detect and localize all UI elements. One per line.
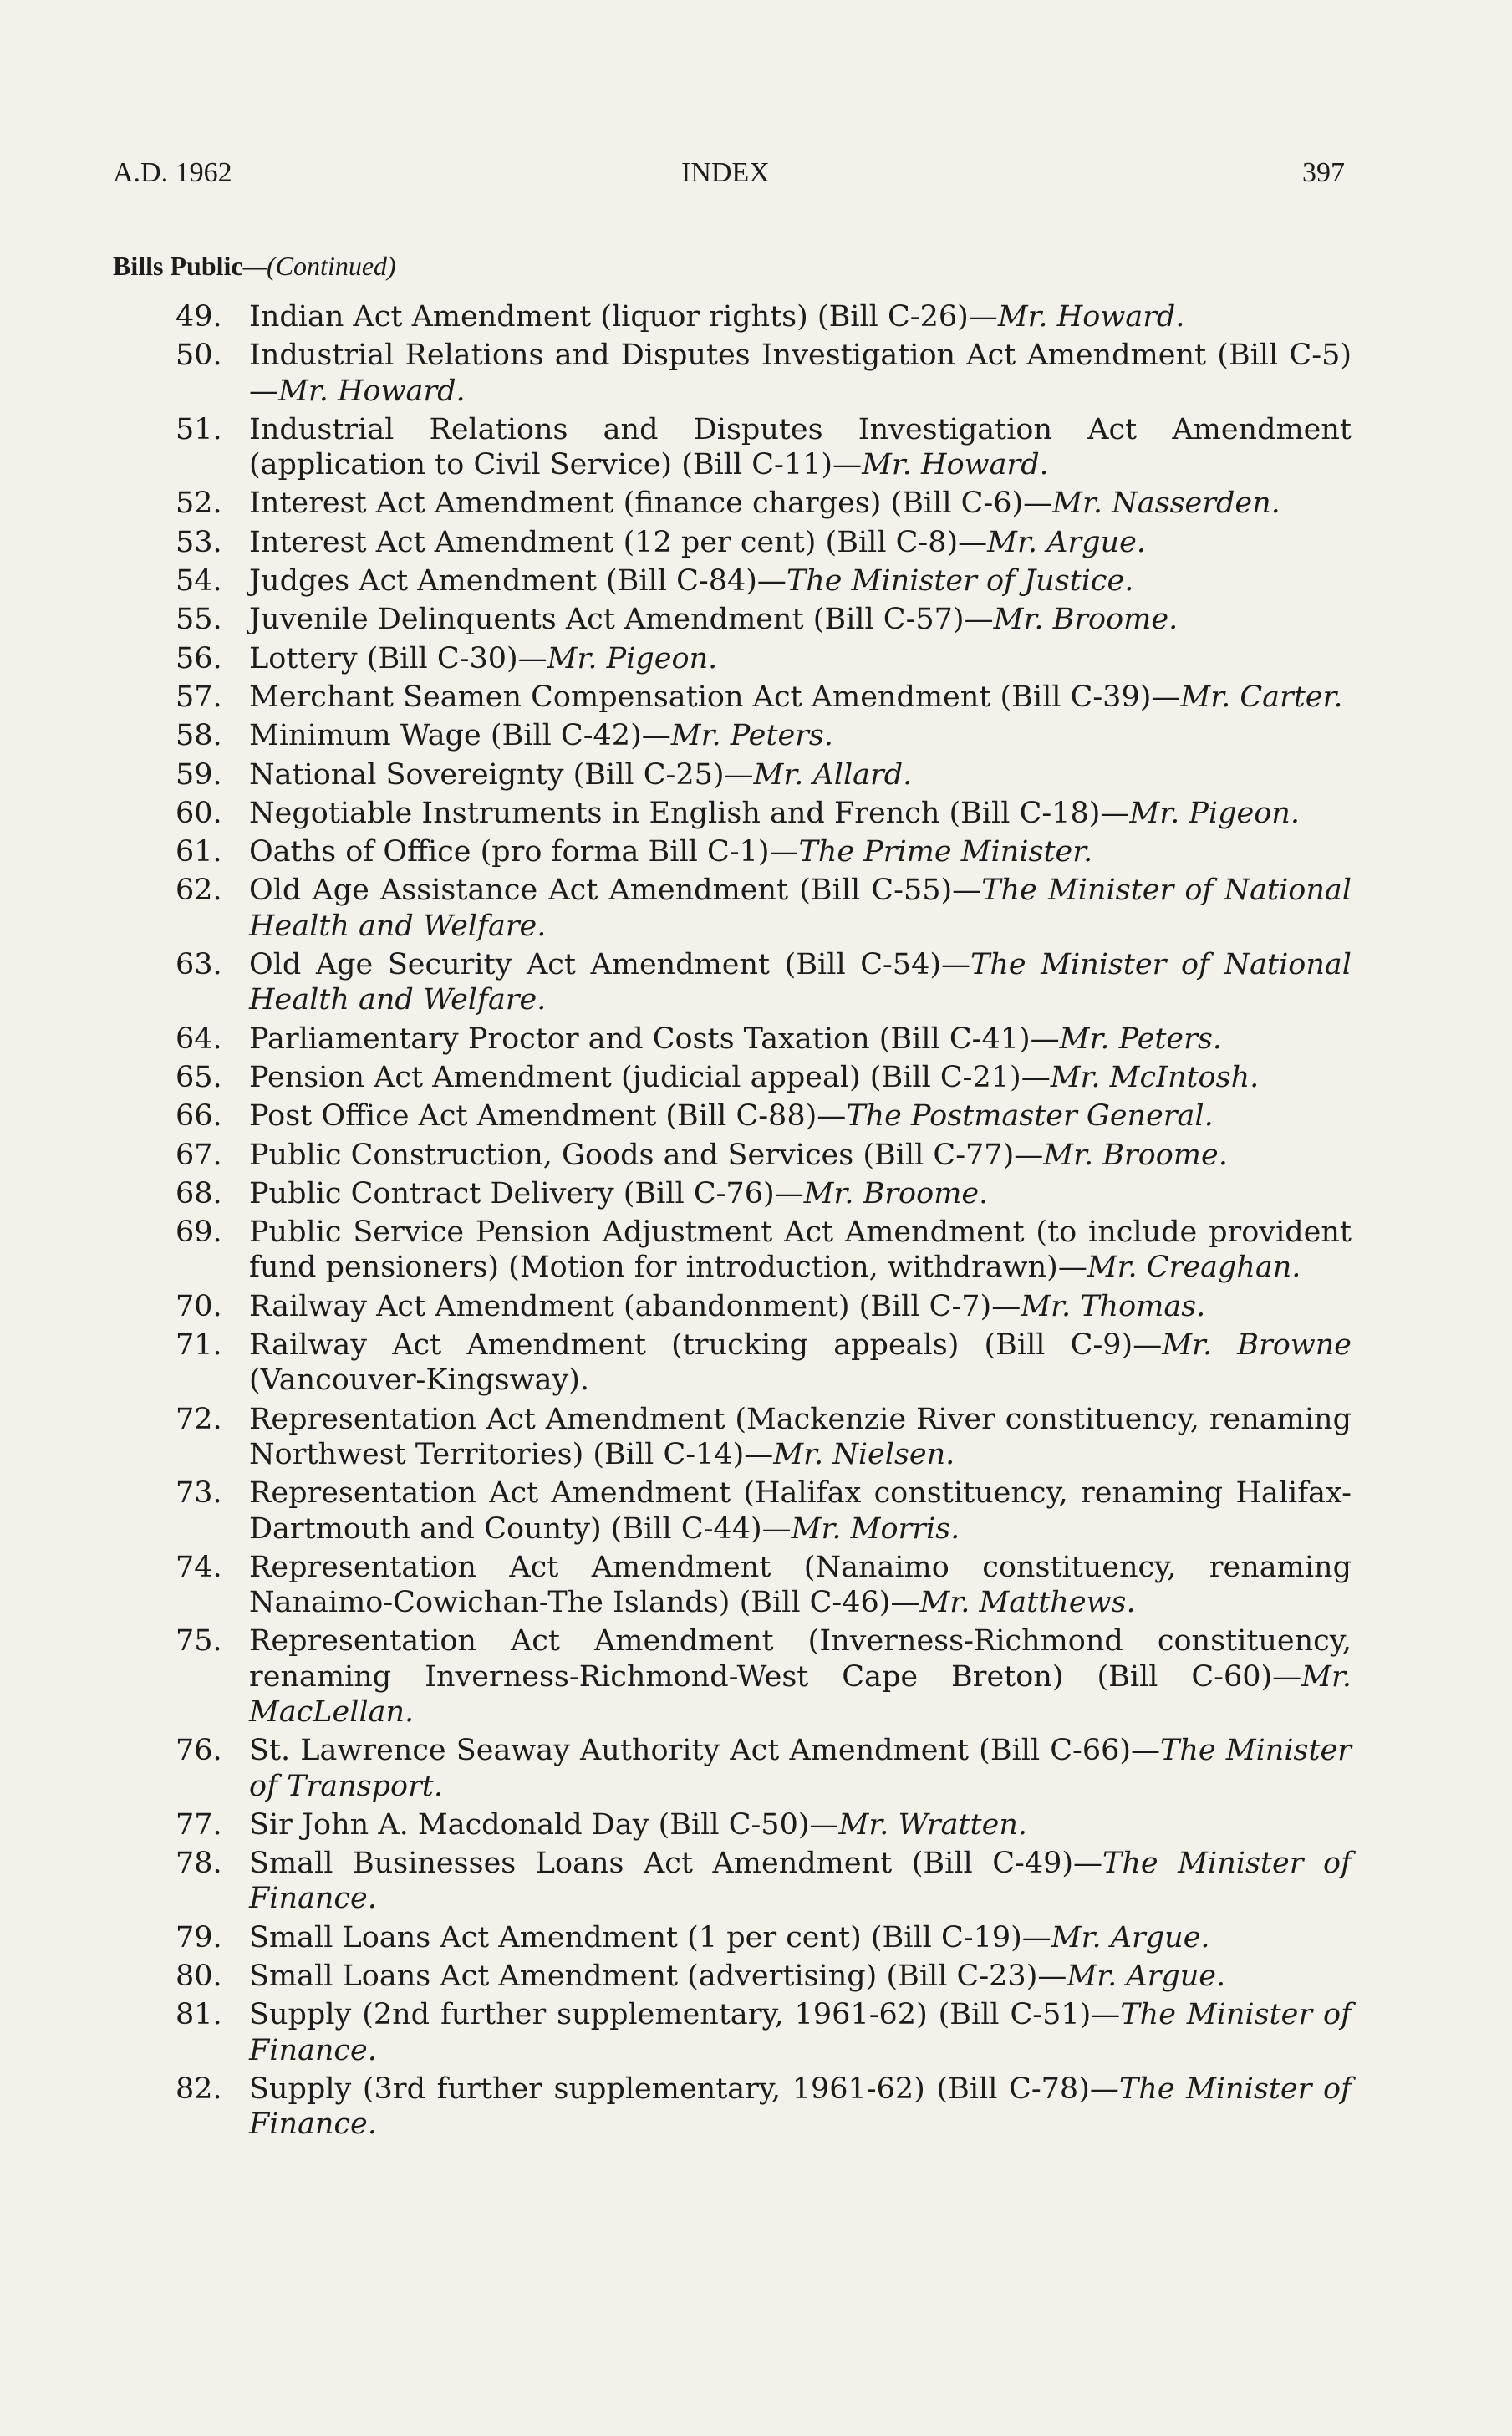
entry-title: Lottery (Bill C-30)— — [249, 641, 547, 675]
index-entry — [176, 1176, 1352, 1211]
entry-title: Minimum Wage (Bill C-42)— — [249, 719, 671, 753]
entry-number: 66. — [176, 1099, 222, 1134]
entry-number: 71. — [176, 1328, 222, 1363]
entry-sponsor: Mr. Pigeon. — [547, 641, 718, 675]
entry-number: 69. — [176, 1215, 222, 1250]
entry-title: Small Loans Act Amendment (advertising) (Bill C-23)— — [249, 1960, 1067, 1994]
entry-number: 78. — [176, 1847, 222, 1881]
index-entry — [176, 1289, 1352, 1324]
entry-number: 57. — [176, 680, 222, 714]
entry-number: 52. — [176, 487, 222, 521]
entry-title: Negotiable Instruments in English and French (Bill C-18)— — [249, 796, 1130, 830]
index-entry — [176, 947, 1352, 1018]
entry-title: Indian Act Amendment (liquor rights) (Bill C-26)— — [249, 300, 998, 334]
entry-number: 50. — [176, 339, 222, 373]
entry-sponsor: The Minister of Justice. — [786, 564, 1134, 599]
entry-number: 73. — [176, 1476, 222, 1511]
entry-sponsor: Mr. Pigeon. — [1129, 796, 1300, 830]
entry-title: Supply (3rd further supplementary, 1961-62) (Bill C-78)— — [249, 2072, 1119, 2106]
entry-sponsor: Mr. Creaghan. — [1087, 1251, 1301, 1285]
entry-number: 65. — [176, 1060, 222, 1094]
entry-sponsor: Mr. Matthews. — [919, 1586, 1136, 1620]
entry-sponsor: Mr. Broome. — [803, 1176, 989, 1210]
entry-sponsor: Mr. Carter. — [1180, 680, 1343, 714]
section-title: Bills Public — [113, 251, 243, 281]
entry-sponsor: Mr. Wratten. — [838, 1807, 1027, 1842]
entry-sponsor: Mr. Nasserden. — [1052, 487, 1280, 521]
entry-sponsor: The Prime Minister. — [798, 835, 1093, 869]
entry-number: 76. — [176, 1734, 222, 1768]
index-entry — [176, 1138, 1352, 1173]
entry-number: 82. — [176, 2072, 222, 2106]
index-entry — [176, 1328, 1352, 1399]
index-entry — [176, 1060, 1352, 1095]
entry-list — [176, 299, 1352, 2146]
entry-sponsor: Mr. Morris. — [791, 1511, 960, 1546]
entry-number: 70. — [176, 1289, 222, 1323]
entry-sponsor: The Minister of National Health and Welfare. — [249, 874, 1352, 943]
index-entry — [176, 338, 1352, 409]
entry-number: 51. — [176, 412, 222, 446]
entry-sponsor: Mr. Broome. — [993, 603, 1179, 637]
entry-sponsor: The Minister of Finance. — [249, 1998, 1352, 2067]
entry-title: Public Service Pension Adjustment Act Amendment (to include provident fund pensioners) (Motion for introduction, withdrawn)— — [249, 1215, 1352, 1285]
index-entry — [176, 602, 1352, 637]
entry-number: 55. — [176, 603, 222, 637]
index-entry — [176, 834, 1352, 869]
entry-title: Old Age Security Act Amendment (Bill C-54)— — [249, 948, 970, 982]
entry-number: 81. — [176, 1998, 222, 2032]
index-entry — [176, 873, 1352, 944]
entry-number: 49. — [176, 300, 222, 334]
index-entry — [176, 1623, 1352, 1730]
entry-title: Sir John A. Macdonald Day (Bill C-50)— — [249, 1807, 839, 1842]
entry-number: 61. — [176, 835, 222, 869]
entry-suffix: (Vancouver-Kingsway). — [249, 1363, 590, 1398]
entry-number: 62. — [176, 874, 222, 908]
entry-sponsor: Mr. Peters. — [670, 719, 833, 753]
entry-title: Old Age Assistance Act Amendment (Bill C-55)— — [249, 874, 982, 908]
entry-sponsor: The Minister of Finance. — [249, 2072, 1352, 2142]
entry-title: Supply (2nd further supplementary, 1961-62) (Bill C-51)— — [249, 1998, 1121, 2032]
index-entry — [176, 1920, 1352, 1955]
index-entry — [176, 1997, 1352, 2068]
index-entry — [176, 1959, 1352, 1994]
index-entry — [176, 1475, 1352, 1547]
entry-sponsor: The Minister of National Health and Welfare. — [249, 948, 1352, 1017]
entry-title: Railway Act Amendment (abandonment) (Bill C-7)— — [249, 1289, 1021, 1323]
entry-title: Small Businesses Loans Act Amendment (Bill C-49)— — [249, 1847, 1103, 1881]
entry-number: 80. — [176, 1960, 222, 1994]
entry-title: Merchant Seamen Compensation Act Amendment (Bill C-39)— — [249, 680, 1181, 714]
entry-title: Oaths of Office (pro forma Bill C-1)— — [249, 835, 799, 869]
index-entry — [176, 1215, 1352, 1286]
index-entry — [176, 1402, 1352, 1473]
entry-sponsor: Mr. Browne — [1162, 1328, 1352, 1363]
entry-sponsor: Mr. Allard. — [753, 757, 913, 792]
entry-title: Industrial Relations and Disputes Investigation Act Amendment (application to Civil Service) (Bill C-11)— — [249, 412, 1352, 482]
section-continued: —(Continued) — [242, 251, 396, 281]
entry-sponsor: Mr. MacLellan. — [249, 1659, 1352, 1729]
index-entry — [176, 1807, 1352, 1842]
entry-number: 74. — [176, 1550, 222, 1584]
entry-title: Railway Act Amendment (trucking appeals) (Bill C-9)— — [249, 1328, 1163, 1363]
entry-number: 79. — [176, 1920, 222, 1954]
entry-number: 60. — [176, 796, 222, 830]
entry-title: Public Construction, Goods and Services (Bill C-77)— — [249, 1138, 1044, 1172]
index-entry — [176, 525, 1352, 560]
index-entry — [176, 718, 1352, 753]
entry-sponsor: Mr. Argue. — [987, 525, 1146, 559]
entry-title: Industrial Relations and Disputes Investigation Act Amendment (Bill C-5)— — [249, 339, 1352, 408]
entry-sponsor: Mr. Broome. — [1043, 1138, 1228, 1172]
entry-title: Representation Act Amendment (Mackenzie River constituency, renaming Northwest Territories) (Bill C-14)— — [249, 1402, 1352, 1471]
entry-number: 64. — [176, 1022, 222, 1056]
entry-number: 58. — [176, 719, 222, 753]
entry-sponsor: Mr. Howard. — [862, 448, 1049, 482]
entry-sponsor: Mr. Peters. — [1059, 1022, 1222, 1056]
index-entry — [176, 1550, 1352, 1621]
index-entry — [176, 757, 1352, 792]
entry-number: 53. — [176, 525, 222, 559]
entry-sponsor: Mr. Howard. — [278, 374, 466, 408]
index-entry — [176, 1846, 1352, 1917]
entry-title: Parliamentary Proctor and Costs Taxation (Bill C-41)— — [249, 1022, 1060, 1056]
entry-sponsor: Mr. Howard. — [997, 300, 1185, 334]
entry-title: Juvenile Delinquents Act Amendment (Bill C-57)— — [249, 603, 994, 637]
index-entry — [176, 299, 1352, 334]
entry-sponsor: Mr. Argue. — [1051, 1920, 1210, 1954]
entry-number: 59. — [176, 757, 222, 792]
entry-number: 63. — [176, 948, 222, 982]
entry-title: Representation Act Amendment (Inverness-Richmond constituency, renaming Inverness-Richmond-West Cape Breton) (Bill C-60)— — [249, 1624, 1352, 1694]
index-entry — [176, 796, 1352, 831]
entry-number: 56. — [176, 641, 222, 675]
index-entry — [176, 1098, 1352, 1134]
index-entry — [176, 1022, 1352, 1057]
entry-sponsor: Mr. McIntosh. — [1050, 1060, 1260, 1094]
entry-number: 68. — [176, 1176, 222, 1210]
entry-title: Representation Act Amendment (Nanaimo constituency, renaming Nanaimo-Cowichan-The Islands) (Bill C-46)— — [249, 1550, 1352, 1620]
index-entry — [176, 486, 1352, 521]
index-entry — [176, 412, 1352, 483]
entry-title: Judges Act Amendment (Bill C-84)— — [249, 564, 787, 599]
entry-number: 67. — [176, 1138, 222, 1172]
entry-sponsor: The Minister of Transport. — [249, 1734, 1352, 1803]
entry-title: Small Loans Act Amendment (1 per cent) (Bill C-19)— — [249, 1920, 1051, 1954]
entry-sponsor: The Postmaster General. — [846, 1099, 1214, 1134]
entry-title: Interest Act Amendment (finance charges) (Bill C-6)— — [249, 487, 1053, 521]
index-entry — [176, 641, 1352, 676]
page-number: 397 — [1302, 157, 1345, 188]
index-entry — [176, 680, 1352, 715]
entry-sponsor: Mr. Argue. — [1067, 1960, 1226, 1994]
entry-sponsor: The Minister of Finance. — [249, 1847, 1352, 1916]
index-entry — [176, 2072, 1352, 2143]
entry-title: Public Contract Delivery (Bill C-76)— — [249, 1176, 804, 1210]
index-entry — [176, 1733, 1352, 1804]
entry-title: Pension Act Amendment (judicial appeal) (Bill C-21)— — [249, 1060, 1051, 1094]
section-heading — [113, 251, 396, 282]
entry-title: National Sovereignty (Bill C-25)— — [249, 757, 754, 792]
header-year: A.D. 1962 — [113, 157, 232, 188]
entry-title: St. Lawrence Seaway Authority Act Amendment (Bill C-66)— — [249, 1734, 1161, 1768]
entry-sponsor: Mr. Thomas. — [1021, 1289, 1206, 1323]
running-head — [113, 157, 1345, 199]
entry-title: Representation Act Amendment (Halifax constituency, renaming Halifax-Dartmouth and County) (Bill C-44)— — [249, 1476, 1352, 1546]
entry-number: 54. — [176, 564, 222, 599]
header-title: INDEX — [681, 157, 770, 188]
entry-sponsor: Mr. Nielsen. — [773, 1437, 955, 1471]
entry-number: 77. — [176, 1807, 222, 1842]
entry-number: 72. — [176, 1402, 222, 1436]
entry-title: Interest Act Amendment (12 per cent) (Bill C-8)— — [249, 525, 988, 559]
index-entry — [176, 563, 1352, 599]
entry-title: Post Office Act Amendment (Bill C-88)— — [249, 1099, 847, 1134]
entry-number: 75. — [176, 1624, 222, 1659]
